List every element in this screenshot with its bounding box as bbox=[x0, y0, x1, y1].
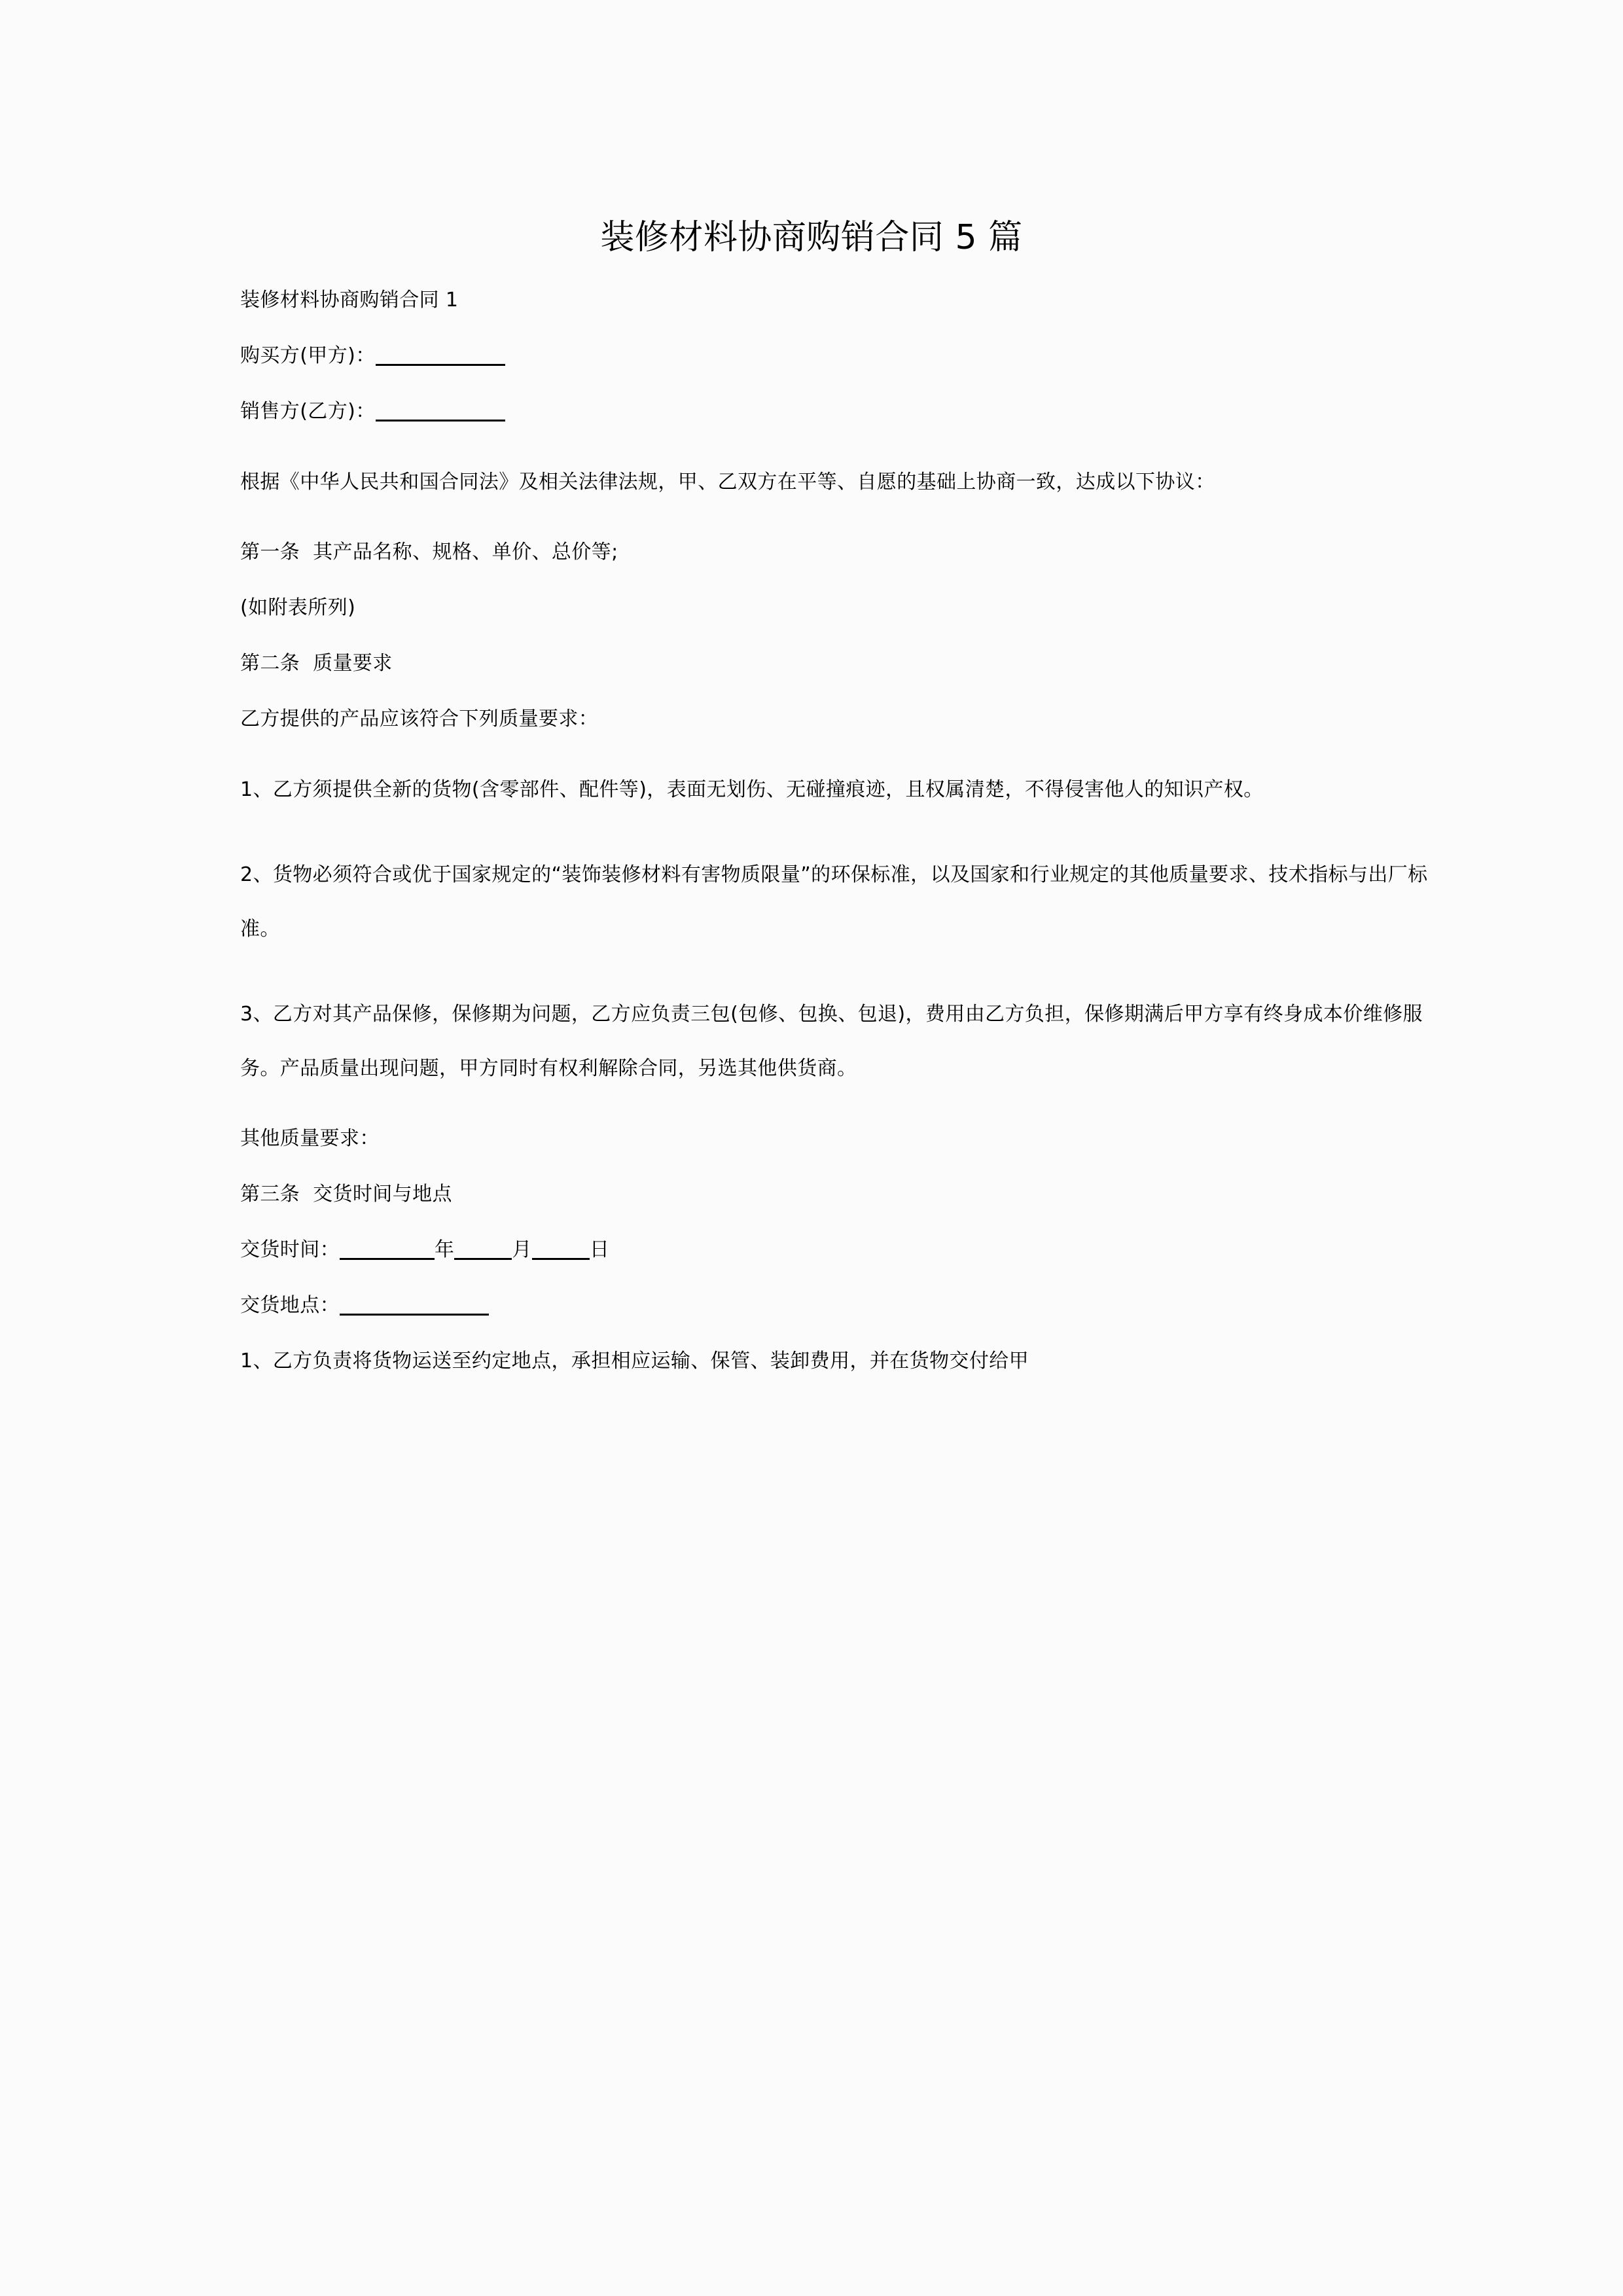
clause-2-footer: 其他质量要求： bbox=[240, 1127, 380, 1150]
clause-2-item-3: 3、乙方对其产品保修，保修期为问题，乙方应负责三包(包修、包换、包退)，费用由乙方负担，保修期满后甲方享有终身成本价维修服务。产品质量出现问题，甲方同时有权利解除合同，另选其他供货商。 bbox=[240, 1003, 1423, 1080]
seller-party-line bbox=[240, 399, 1438, 424]
document-subtitle: 装修材料协商购销合同 1 bbox=[240, 289, 459, 312]
clause-2-item-1: 1、乙方须提供全新的货物(含零部件、配件等)，表面无划伤、无碰撞痕迹，且权属清楚，不得侵害他人的知识产权。 bbox=[240, 778, 1264, 801]
clause-1-note: (如附表所列) bbox=[240, 596, 356, 619]
clause-2-item-2: 2、货物必须符合或优于国家规定的“装饰装修材料有害物质限量”的环保标准，以及国家和行业规定的其他质量要求、技术指标与出厂标准。 bbox=[240, 863, 1428, 941]
seller-party-blank[interactable] bbox=[376, 420, 505, 422]
clause-1-heading: 第一条 其产品名称、规格、单价、总价等; bbox=[240, 541, 618, 564]
delivery-time-day-blank[interactable] bbox=[532, 1258, 590, 1260]
delivery-place-line bbox=[240, 1293, 1438, 1318]
delivery-time-month-unit: 月 bbox=[512, 1238, 532, 1261]
document-content bbox=[240, 288, 1438, 1374]
preamble-paragraph: 根据《中华人民共和国合同法》及相关法律法规，甲、乙双方在平等、自愿的基础上协商一致，达成以下协议： bbox=[240, 471, 1215, 493]
buyer-party-label: 购买方(甲方)： bbox=[240, 344, 376, 367]
clause-2-heading: 第二条 质量要求 bbox=[240, 652, 393, 675]
clause-3-heading: 第三条 交货时间与地点 bbox=[240, 1183, 452, 1206]
clause-3-item-1: 1、乙方负责将货物运送至约定地点，承担相应运输、保管、装卸费用，并在货物交付给甲 bbox=[240, 1350, 1029, 1372]
delivery-time-year-unit: 年 bbox=[435, 1238, 455, 1261]
delivery-time-line bbox=[240, 1238, 1438, 1263]
seller-party-label: 销售方(乙方)： bbox=[240, 400, 376, 423]
delivery-place-label: 交货地点： bbox=[240, 1294, 340, 1317]
clause-2-intro: 乙方提供的产品应该符合下列质量要求： bbox=[240, 708, 599, 730]
delivery-time-year-blank[interactable] bbox=[340, 1258, 435, 1260]
delivery-time-month-blank[interactable] bbox=[454, 1258, 512, 1260]
buyer-party-blank[interactable] bbox=[376, 364, 505, 366]
delivery-place-blank[interactable] bbox=[340, 1314, 489, 1316]
buyer-party-line bbox=[240, 344, 1438, 368]
delivery-time-day-unit: 日 bbox=[589, 1238, 610, 1261]
delivery-time-label: 交货时间： bbox=[240, 1238, 340, 1261]
page-title: 装修材料协商购销合同 5 篇 bbox=[600, 217, 1023, 257]
